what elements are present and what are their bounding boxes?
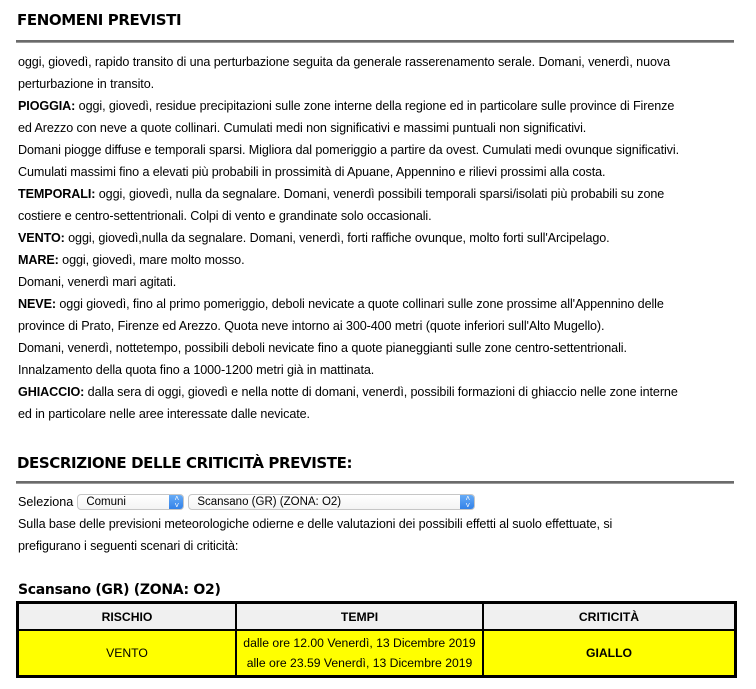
intro-line: oggi, giovedì, rapido transito di una perturbazione seguita da generale rasserenamento serale. Domani, venerdì, nuova [18,55,670,69]
cell-criticita: GIALLO [483,630,736,677]
pioggia-line: Cumulati massimi fino a elevati più probabili in prossimità di Apuane, Appennino e rilievi prossimi alla costa. [18,165,606,179]
neve-text: oggi giovedì, fino al primo pomeriggio, deboli nevicate a quote collinari sulle zone prossime all'Appennino delle [56,297,664,311]
pioggia-line: ed Arezzo con neve a quote collinari. Cumulati medi non significativi e massimi puntuali non significativi. [18,121,587,135]
select-row [18,491,479,513]
mare-label: MARE: [18,253,59,267]
header-tempi: TEMPI [236,603,483,631]
criticita-title: DESCRIZIONE DELLE CRITICITÀ PREVISTE: [17,454,353,472]
vento-label: VENTO: [18,231,65,245]
header-criticita: CRITICITÀ [483,603,736,631]
temporali-label: TEMPORALI: [18,187,96,201]
intro-line: perturbazione in transito. [18,77,155,91]
mare-line: Domani, venerdì mari agitati. [18,275,177,289]
type-select[interactable] [77,494,184,510]
neve-line: Innalzamento della quota fino a 1000-1200 metri già in mattinata. [18,363,375,377]
cell-rischio: VENTO [18,630,237,677]
criticita-table [16,601,737,678]
type-select-value: Comuni [86,496,126,508]
updown-chevron-icon[interactable]: ˄ ˅ [460,494,475,510]
fenomeni-divider [16,40,734,43]
neve-line: Domani, venerdì, nottetempo, possibili deboli nevicate fino a quote pianeggianti sulle zone centro-settentrionali. [18,341,627,355]
mare-paragraph [18,249,748,271]
table-row [18,630,736,677]
pioggia-paragraph [18,95,748,117]
updown-chevron-icon[interactable]: ˄ ˅ [169,494,184,510]
header-rischio: RISCHIO [18,603,237,631]
neve-label: NEVE: [18,297,56,311]
zone-select[interactable] [188,494,475,510]
zone-select-value: Scansano (GR) (ZONA: O2) [197,496,342,508]
result-title: Scansano (GR) (ZONA: O2) [18,582,221,598]
cell-tempi [236,630,483,677]
temporali-paragraph [18,183,748,205]
description-line: Sulla base delle previsioni meteorologiche odierne e delle valutazioni dei possibili effetti al suolo effettuate, si [18,517,613,531]
vento-paragraph [18,227,748,249]
pioggia-label: PIOGGIA: [18,99,76,113]
pioggia-line: Domani piogge diffuse e temporali sparsi. Migliora dal pomeriggio a partire da ovest. Cumulati medi ovunque significativi. [18,143,679,157]
criticita-divider [16,481,734,484]
temporali-line: costiere e centro-settentrionali. Colpi di vento e grandinate solo occasionali. [18,209,432,223]
vento-text: oggi, giovedì,nulla da segnalare. Domani, venerdì, forti raffiche ovunque, molto forti sull'Arcipelago. [64,231,610,245]
select-label: Seleziona [18,495,74,509]
tempi-from: dalle ore 12.00 Venerdì, 13 Dicembre 2019 [243,636,476,650]
ghiaccio-label: GHIACCIO: [18,385,85,399]
description-line: prefigurano i seguenti scenari di criticità: [18,539,239,553]
fenomeni-title: FENOMENI PREVISTI [17,11,182,29]
table-header-row [18,603,736,631]
pioggia-text: oggi, giovedì, residue precipitazioni sulle zone interne della regione ed in particolare sulle province di Firenze [75,99,675,113]
ghiaccio-text: dalla sera di oggi, giovedì e nella notte di domani, venerdì, possibili formazioni di ghiaccio nelle zone interne [84,385,678,399]
temporali-text: oggi, giovedì, nulla da segnalare. Domani, venerdì possibili temporali sparsi/isolati più probabili su zone [95,187,665,201]
neve-paragraph [18,293,748,315]
ghiaccio-paragraph [18,381,748,403]
mare-text: oggi, giovedì, mare molto mosso. [58,253,245,267]
ghiaccio-line: ed in particolare nelle aree interessate dalle nevicate. [18,407,310,421]
fenomeni-body [18,51,748,425]
criticita-description [18,513,748,557]
neve-line: province di Prato, Firenze ed Arezzo. Quota neve intorno ai 300-400 metri (quote inferiori sull'Alto Mugello). [18,319,605,333]
tempi-to: alle ore 23.59 Venerdì, 13 Dicembre 2019 [246,656,473,670]
